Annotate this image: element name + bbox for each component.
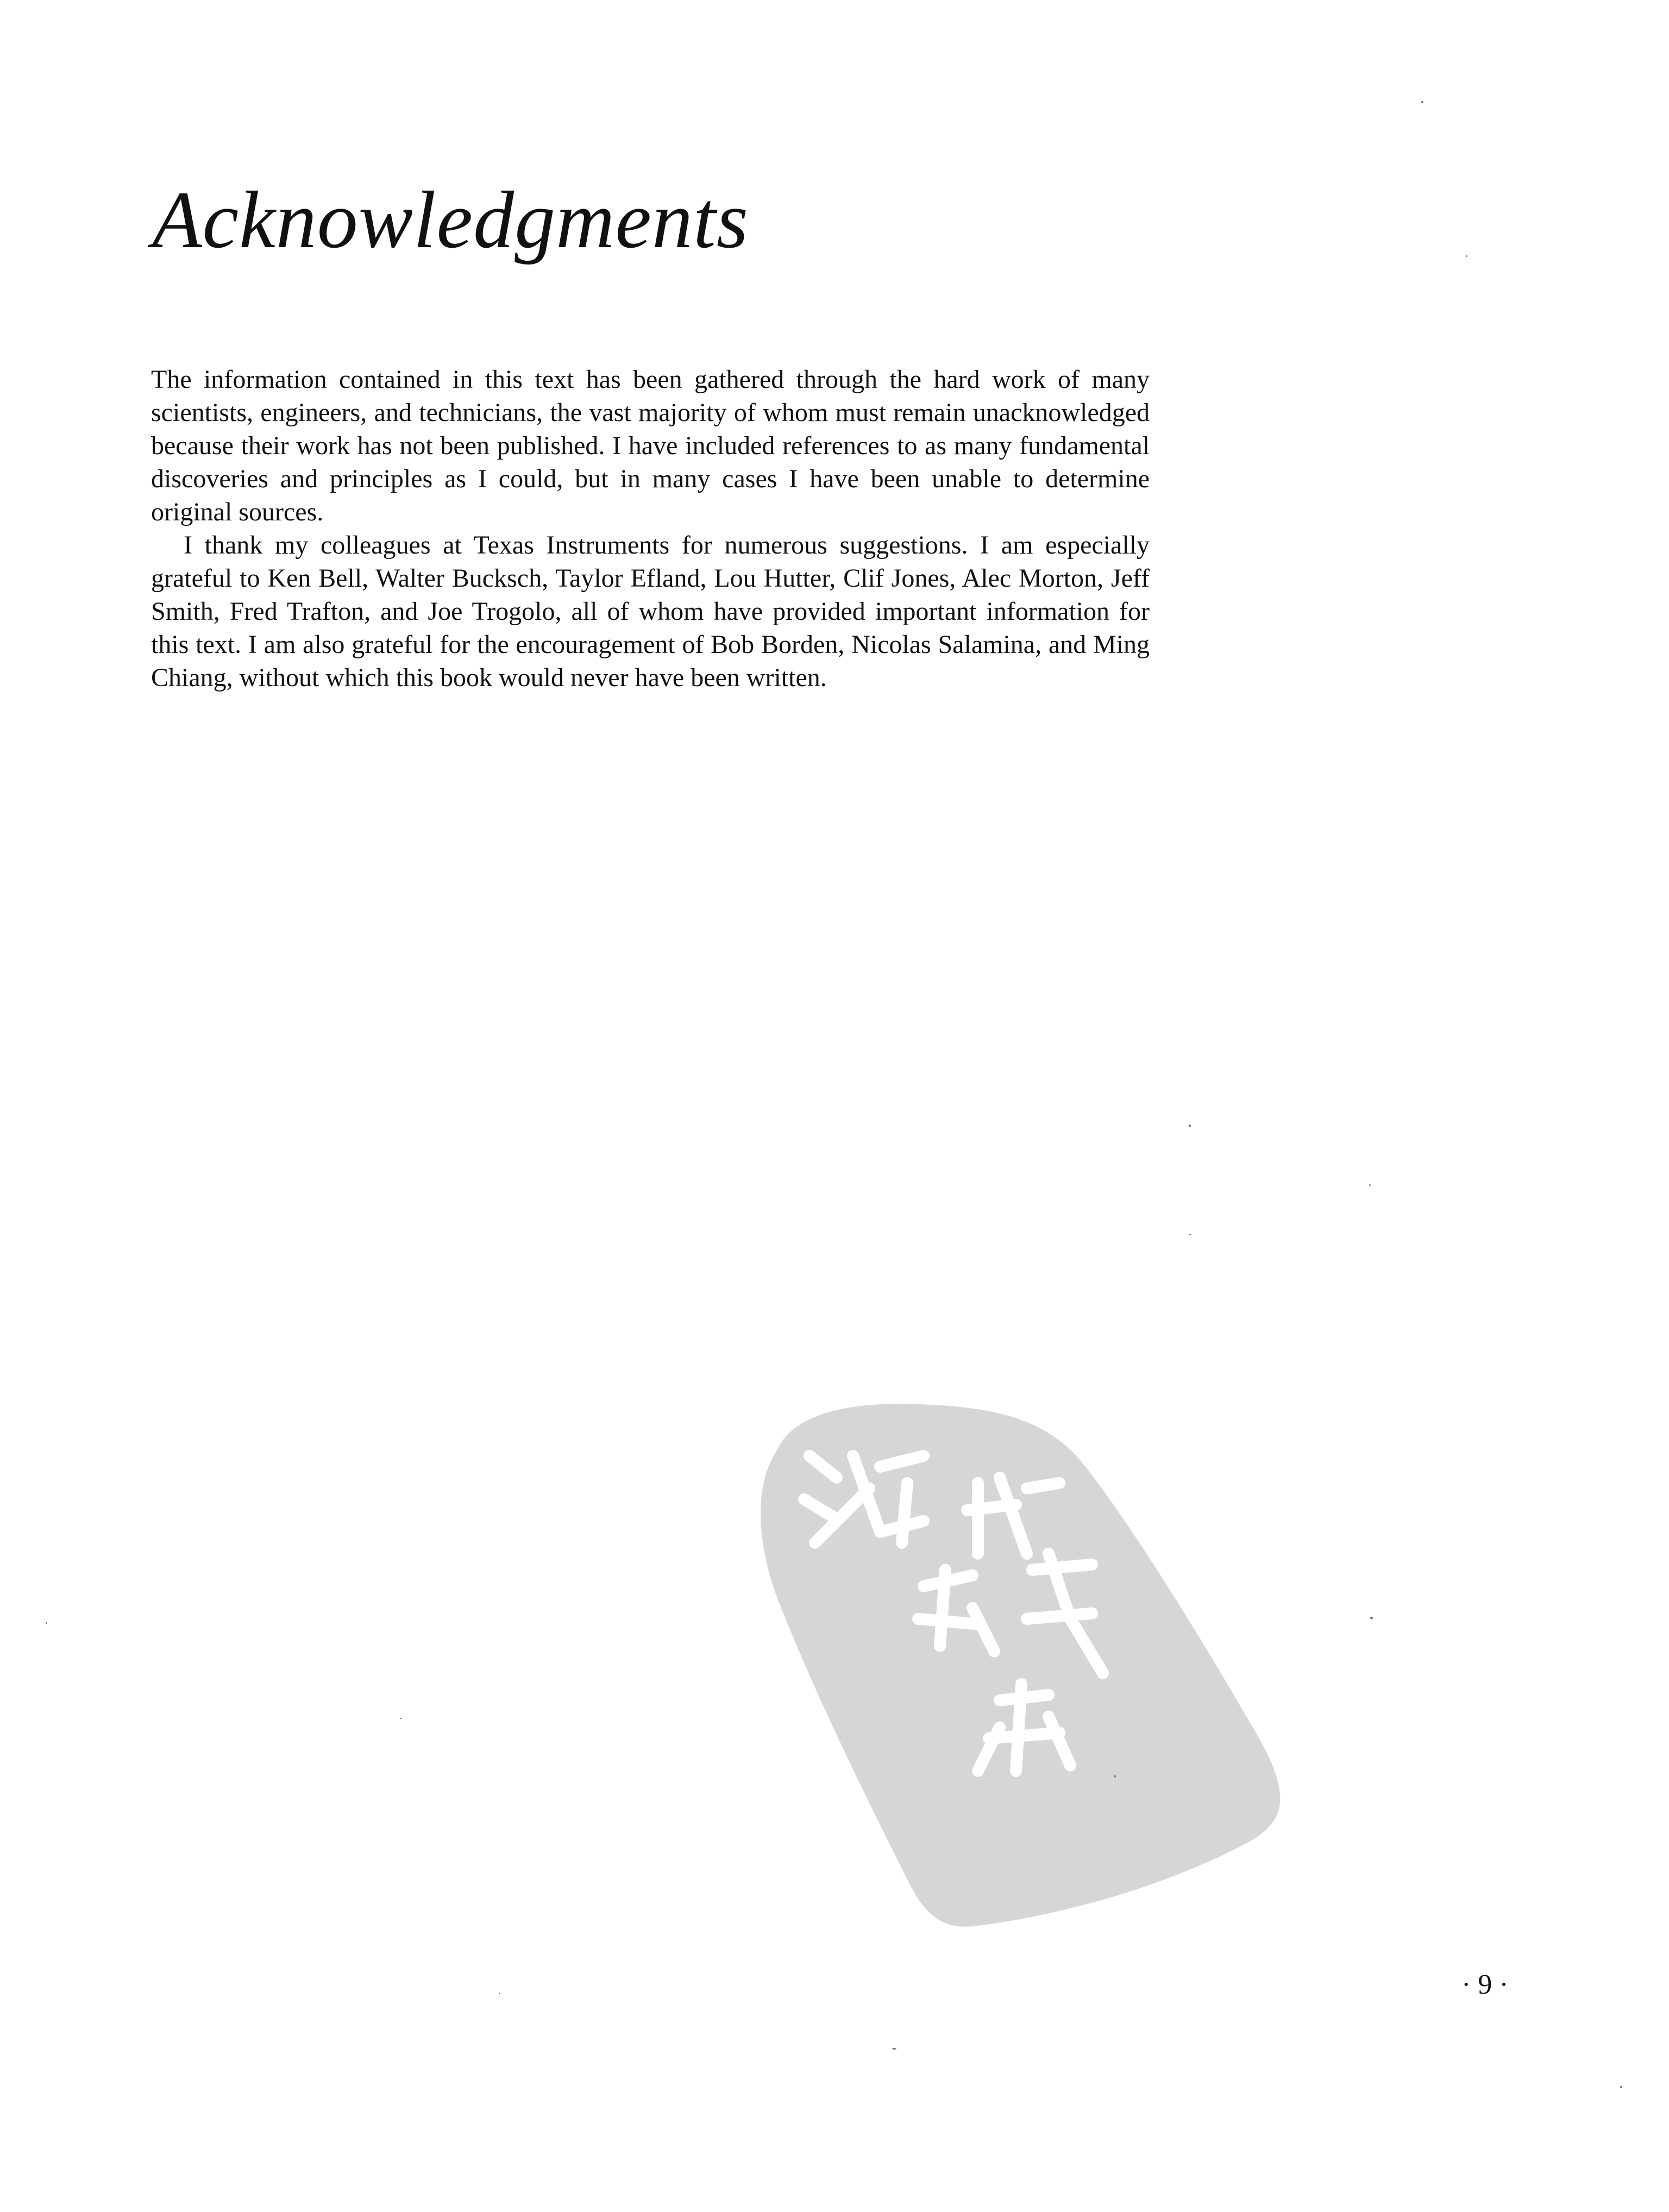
scan-speck: [892, 2048, 896, 2050]
scan-speck: [1369, 1184, 1371, 1186]
scan-speck: [1189, 1124, 1191, 1127]
scan-speck: [499, 1993, 500, 1994]
scan-speck: [1421, 101, 1423, 103]
paragraph-2: I thank my colleagues at Texas Instruments for numerous suggestions. I am especially grateful to Ken Bell, Walter Bucksch, Taylor Efland, Lou Hutter, Clif Jones, Alec Morton, Jeff Smith, Fred Trafton, and Joe Trogolo, all of whom have provided important information for this text. I am also grateful for the encouragement of Bob Borden, Nicolas Salamina, and Ming Chiang, without which this book would never have been written.: [151, 531, 1150, 692]
paragraph-1: The information contained in this text has been gathered through the hard work of many scientists, engineers, and technicians, the vast majority of whom must remain unacknowledged because their work has not been published. I have included references to as many fundamental discoveries and principles as I could, but in many cases I have been unable to determine original sources.: [151, 365, 1150, 526]
page-title: Acknowledgments: [152, 175, 749, 265]
scan-speck: [1114, 1775, 1116, 1777]
scan-speck: [1370, 1617, 1373, 1619]
body-text: [151, 363, 1150, 694]
scan-speck: [46, 1622, 47, 1624]
scan-speck: [400, 1718, 401, 1719]
scan-speck: [1466, 255, 1467, 257]
page-number: · 9 ·: [1461, 1969, 1509, 2000]
scan-speck: [1620, 2086, 1622, 2088]
seal-stamp-image: [744, 1391, 1298, 1934]
scan-speck: [1189, 1234, 1191, 1235]
